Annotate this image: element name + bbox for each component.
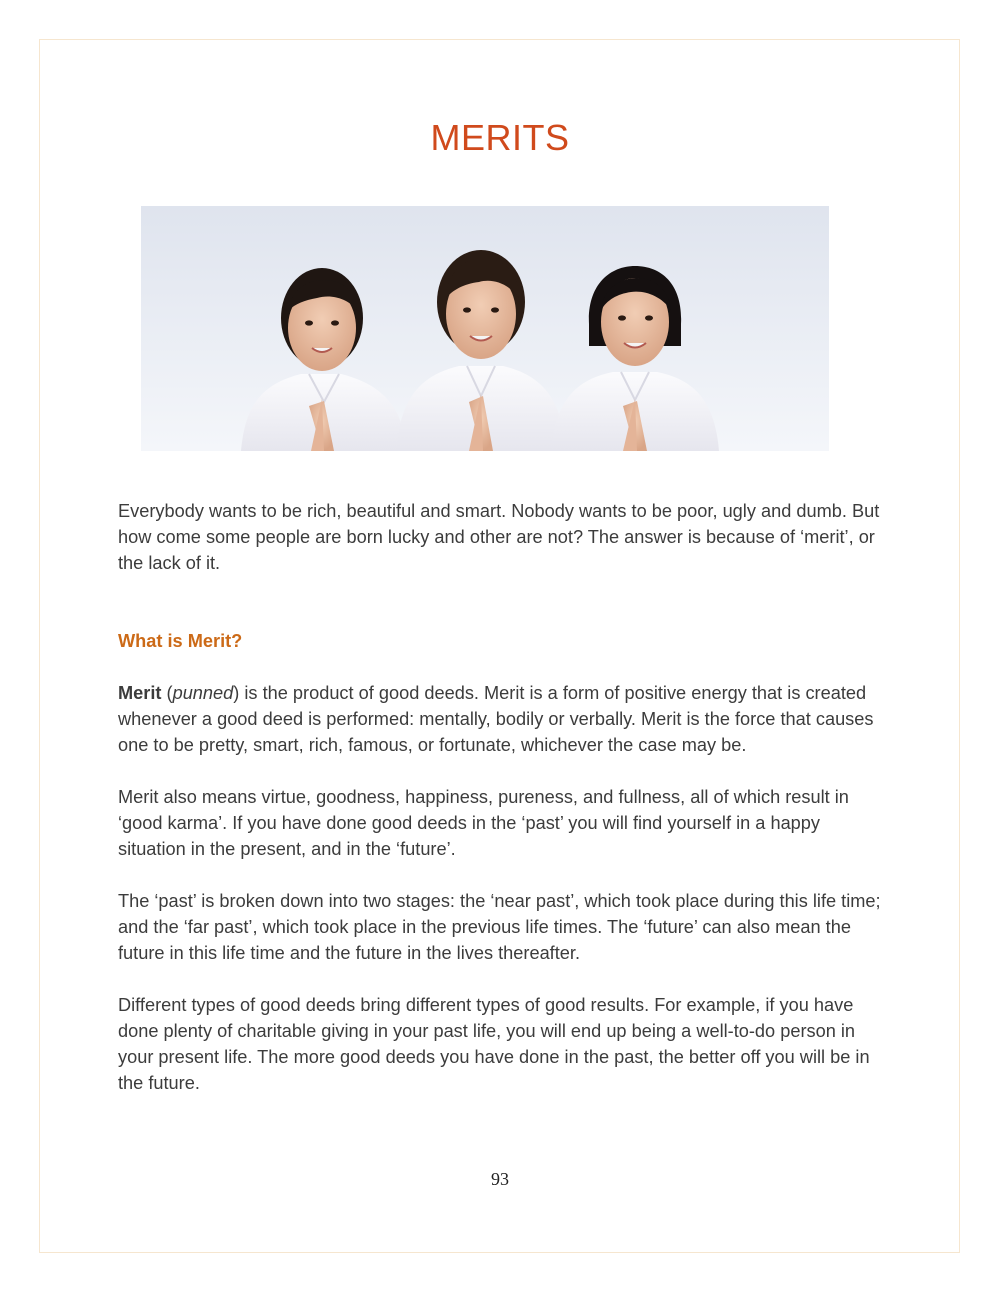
definition-open-paren: ( (161, 683, 173, 703)
page-title: MERITS (430, 117, 570, 158)
definition-pali-term: punned (172, 683, 234, 703)
definition-paragraph (118, 680, 888, 758)
header-photo (141, 206, 829, 451)
definition-text: ) is the product of good deeds. Merit is a form of positive energy that is created whenever a good deed is performed: mentally, bodily or verbally. Merit is the force that causes one to be pretty, smart, rich, famous, or fortunate, whichever the case may be. (118, 683, 874, 755)
definition-term: Merit (118, 683, 162, 703)
intro-paragraph: Everybody wants to be rich, beautiful and smart. Nobody wants to be poor, ugly and dumb. But how come some people are born lucky and other are not? The answer is because of ‘merit’, or the lack of it. (118, 501, 880, 573)
body-paragraph: Different types of good deeds bring different types of good results. For example, if you have done plenty of charitable giving in your past life, you will end up being a well-to-do person in your present life. The more good deeds you have done in the past, the better off you will be in the future. (118, 995, 870, 1093)
section-heading: What is Merit? (118, 631, 243, 651)
article-body (118, 498, 888, 1122)
body-paragraph: Merit also means virtue, goodness, happiness, pureness, and fullness, all of which result in ‘good karma’. If you have done good deeds in the ‘past’ you will find yourself in a happy situation in the present, and in the ‘future’. (118, 787, 849, 859)
page-number: 93 (491, 1169, 509, 1189)
body-paragraph: The ‘past’ is broken down into two stages: the ‘near past’, which took place during this life time; and the ‘far past’, which took place in the previous life times. The ‘future’ can also mean the future in this life time and the future in the lives thereafter. (118, 891, 881, 963)
